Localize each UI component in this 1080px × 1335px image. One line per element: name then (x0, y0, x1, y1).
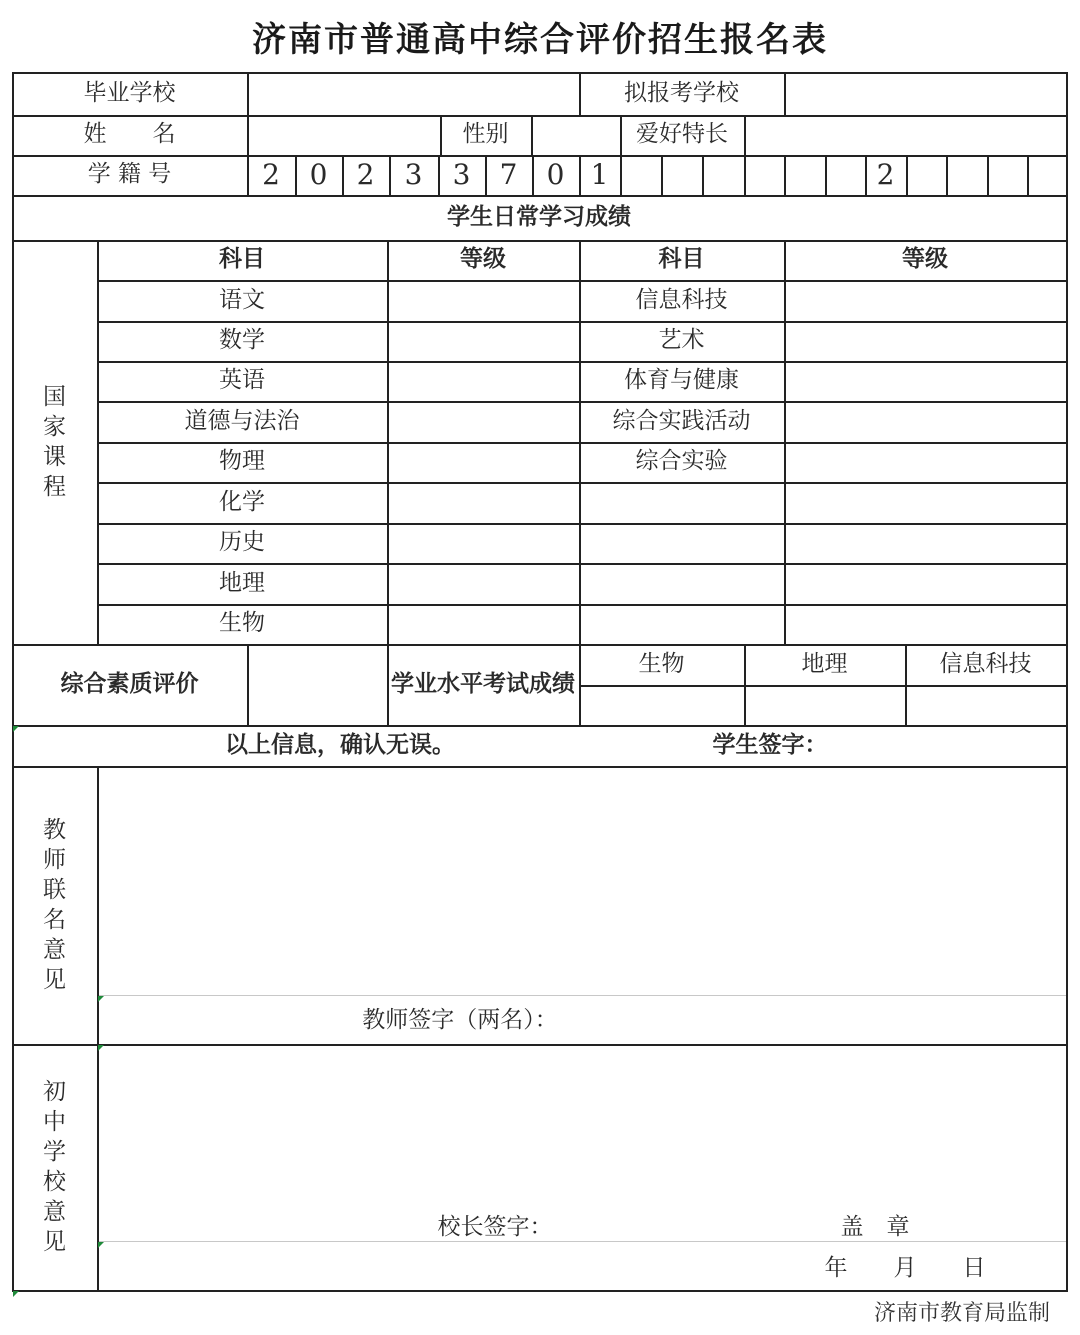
teacher-opinion-label-char: 名 (43, 907, 66, 933)
grade-field[interactable] (784, 482, 1066, 523)
student-id-digit[interactable]: 3 (452, 158, 471, 192)
school-opinion-label-char: 学 (43, 1139, 66, 1165)
principal-sign-label: 校长签字： (437, 1214, 553, 1241)
national-course-label-char: 课 (43, 444, 66, 470)
national-course-label-char: 程 (43, 474, 66, 500)
subject-name: 物理 (219, 448, 265, 475)
name-field[interactable] (247, 115, 440, 155)
table-border-right (1066, 72, 1068, 1292)
student-id-digit[interactable]: 2 (876, 158, 895, 192)
subject-name: 体育与健康 (624, 367, 739, 394)
student-id-digit[interactable]: 2 (356, 158, 375, 192)
subject-header: 科目 (219, 246, 265, 273)
quality-eval-field[interactable] (247, 644, 387, 725)
subject-name: 英语 (219, 367, 265, 394)
student-id-digit[interactable]: 7 (499, 158, 518, 192)
grade-field[interactable] (784, 442, 1066, 482)
teacher-opinion-field[interactable] (97, 766, 1066, 995)
student-id-digit[interactable] (1027, 155, 1066, 195)
national-course-label-char: 国 (43, 384, 66, 410)
grade-field[interactable] (784, 401, 1066, 442)
teacher-opinion-label-char: 师 (43, 847, 66, 873)
cell-corner-marker (13, 1291, 19, 1297)
subject-name: 化学 (219, 488, 265, 515)
subject-name: 数学 (219, 327, 265, 354)
student-id-digit[interactable]: 1 (590, 158, 609, 192)
teacher-sign-divider (97, 995, 1066, 996)
cell-corner-marker (98, 996, 104, 1002)
hobby-field[interactable] (744, 115, 1066, 155)
subject-name (579, 482, 784, 523)
grad-school-label: 毕业学校 (83, 79, 176, 106)
academic-exam-score-field[interactable] (579, 685, 744, 725)
student-id-digit[interactable] (906, 155, 946, 195)
target-school-label: 拟报考学校 (624, 79, 739, 106)
student-id-digit[interactable]: 0 (546, 158, 565, 192)
grade-field[interactable] (784, 563, 1066, 604)
table-border-bottom (12, 1290, 1068, 1292)
grade-field[interactable] (784, 280, 1066, 321)
academic-exam-score-field[interactable] (744, 685, 905, 725)
academic-exam-score-field[interactable] (905, 685, 1066, 725)
grade-field[interactable] (387, 604, 579, 644)
grade-field[interactable] (387, 563, 579, 604)
student-id-digit[interactable] (946, 155, 987, 195)
subject-name (579, 604, 784, 644)
teacher-sign-label: 教师签字（两名）： (362, 1007, 558, 1034)
grade-header: 等级 (460, 246, 506, 273)
subject-name: 综合实验 (635, 448, 728, 475)
subject-name: 信息科技 (635, 286, 728, 313)
student-id-label: 学 籍 号 (87, 161, 172, 188)
subject-name: 综合实践活动 (612, 407, 751, 434)
academic-exam-label: 学业水平考试成绩 (391, 670, 575, 697)
student-id-digit[interactable]: 3 (404, 158, 423, 192)
grade-field[interactable] (387, 361, 579, 401)
student-id-digit[interactable]: 0 (309, 158, 328, 192)
target-school-field[interactable] (784, 72, 1066, 115)
grade-field[interactable] (387, 280, 579, 321)
gender-label: 性别 (462, 121, 509, 148)
subject-name: 地理 (219, 569, 265, 596)
subject-name: 生物 (219, 610, 265, 637)
grade-field[interactable] (387, 401, 579, 442)
date-label: 年 月 日 (824, 1255, 986, 1282)
grade-field[interactable] (387, 523, 579, 563)
school-opinion-label-char: 意 (43, 1199, 66, 1225)
student-id-digit[interactable] (987, 155, 1027, 195)
academic-exam-subject: 信息科技 (939, 650, 1032, 677)
student-id-digit[interactable] (661, 155, 702, 195)
grades-section-title: 学生日常学习成绩 (447, 203, 631, 230)
grad-school-field[interactable] (247, 72, 579, 115)
cell-corner-marker (98, 1045, 104, 1051)
grade-field[interactable] (784, 361, 1066, 401)
school-opinion-label-char: 见 (43, 1229, 66, 1255)
seal-label: 盖 章 (840, 1214, 910, 1241)
hobby-label: 爱好特长 (636, 121, 728, 148)
school-opinion-field[interactable] (97, 1044, 1066, 1205)
school-opinion-label-char: 中 (43, 1109, 66, 1135)
grade-header: 等级 (902, 246, 948, 273)
academic-exam-subject: 地理 (801, 650, 848, 677)
grade-field[interactable] (387, 482, 579, 523)
page-title: 济南市普通高中综合评价招生报名表 (252, 20, 828, 60)
subject-name: 艺术 (658, 327, 705, 354)
student-id-digit[interactable] (620, 155, 661, 195)
student-id-digit[interactable] (784, 155, 825, 195)
subject-name: 历史 (219, 529, 265, 556)
subject-name (579, 563, 784, 604)
student-id-digit[interactable] (825, 155, 865, 195)
school-opinion-label (12, 1044, 97, 1290)
national-course-label-char: 家 (43, 414, 66, 440)
national-course-label (12, 240, 97, 644)
subject-header: 科目 (658, 246, 705, 273)
gender-field[interactable] (531, 115, 620, 155)
student-id-digit[interactable] (744, 155, 784, 195)
teacher-opinion-label-char: 教 (43, 817, 66, 843)
academic-exam-subject: 生物 (638, 650, 685, 677)
student-id-digit[interactable]: 2 (262, 158, 280, 192)
teacher-opinion-label (12, 766, 97, 1044)
grade-field[interactable] (784, 523, 1066, 563)
name-label: 姓 名 (83, 121, 176, 148)
teacher-opinion-label-char: 见 (43, 967, 66, 993)
school-opinion-label-char: 初 (43, 1079, 66, 1105)
grade-field[interactable] (784, 321, 1066, 361)
subject-name (579, 523, 784, 563)
confirm-statement: 以上信息，确认无误。 (225, 731, 455, 758)
grade-field[interactable] (387, 442, 579, 482)
grade-field[interactable] (387, 321, 579, 361)
cell-corner-marker (98, 1242, 104, 1248)
school-opinion-label-char: 校 (43, 1169, 66, 1195)
grade-field[interactable] (784, 604, 1066, 644)
student-id-digit[interactable] (702, 155, 744, 195)
subject-name: 语文 (219, 286, 265, 313)
student-sign-label: 学生签字： (712, 731, 828, 758)
quality-eval-label: 综合素质评价 (60, 670, 199, 697)
footer-issuer: 济南市教育局监制 (873, 1301, 1050, 1326)
cell-corner-marker (13, 726, 19, 732)
subject-name: 道德与法治 (184, 407, 300, 434)
teacher-opinion-label-char: 意 (43, 937, 66, 963)
teacher-opinion-label-char: 联 (43, 877, 66, 903)
